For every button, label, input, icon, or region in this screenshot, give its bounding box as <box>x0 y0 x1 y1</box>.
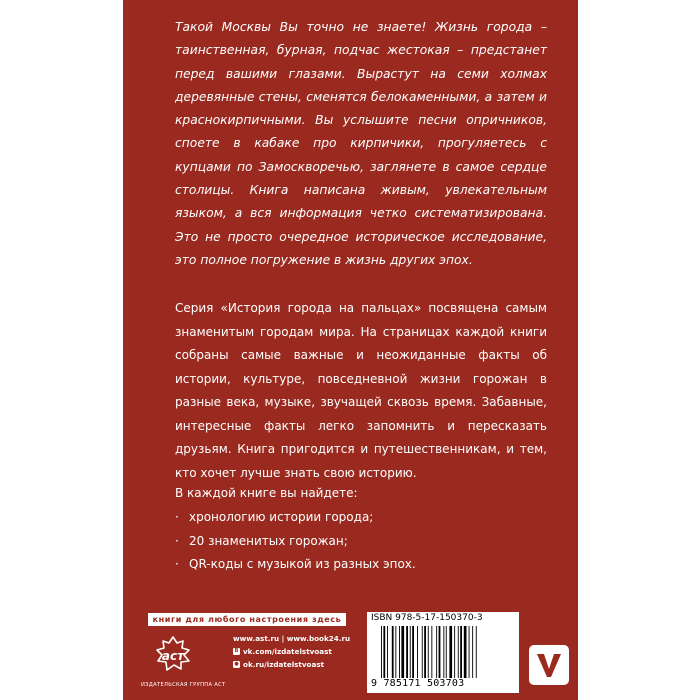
barcode-bar <box>422 626 423 678</box>
barcode-bar <box>472 626 473 678</box>
feature-text: 20 знаменитых горожан; <box>189 533 348 548</box>
publisher-links <box>233 632 350 671</box>
barcode-bar <box>476 626 477 678</box>
barcode-bar <box>464 626 467 678</box>
barcode-bar <box>387 626 388 678</box>
list-item <box>175 553 416 577</box>
feature-text: QR-коды с музыкой из разных эпох. <box>189 557 416 571</box>
barcode-bar <box>401 626 404 678</box>
barcode-bar <box>469 626 470 678</box>
barcode-bar <box>410 626 411 678</box>
ast-logo-icon <box>151 633 195 681</box>
barcode-box <box>367 612 519 693</box>
barcode-bar <box>460 626 462 678</box>
list-item <box>175 530 416 554</box>
web-links[interactable] <box>233 632 350 645</box>
barcode-bar <box>392 626 394 678</box>
features-list <box>175 506 416 577</box>
isbn-text: ISBN 978-5-17-150370-3 <box>371 613 483 623</box>
barcode-bar <box>449 626 452 678</box>
barcode-bar <box>458 626 459 678</box>
web-links-text[interactable]: www.ast.ru | www.book24.ru <box>233 634 351 643</box>
barcode-bar <box>395 626 396 678</box>
barcode-bar <box>412 626 414 678</box>
barcode-bar <box>399 626 400 678</box>
ok-link[interactable] <box>233 658 350 671</box>
book-blurb: Такой Москвы Вы точно не знаете! Жизнь города – таинственная, бурная, подчас жестокая – предстанет перед вашими глазами. Вырастут на семи холмах деревянные стены, сменятся белокаменными, а затем и краснокирпичными. Вы услышите песни опричников, споете в кабаке про кирпичики, прогуляетесь с купцами по Замоскворечью, заглянете в самое сердце столицы. Книга написана живым, увлекательным языком, а вся информация четко систематизирована. Это не просто очередное историческое исследование, это полное погружение в жизнь других эпох. <box>175 20 547 267</box>
back-cover <box>123 0 578 700</box>
publisher-name: ИЗДАТЕЛЬСКАЯ ГРУППА АСТ <box>141 682 226 688</box>
barcode-bar <box>454 626 455 678</box>
barcode-bar <box>381 626 382 678</box>
bullet-icon: · <box>175 510 179 524</box>
barcode-bar <box>436 626 437 678</box>
vk-link[interactable] <box>233 645 350 658</box>
barcode-bar <box>406 626 408 678</box>
bullet-icon: · <box>175 557 179 571</box>
features-title: В каждой книге вы найдете: <box>175 486 358 500</box>
barcode-digits: 9 785171 503703 <box>371 678 465 689</box>
barcode-bar <box>443 626 444 678</box>
barcode-bar <box>431 626 432 678</box>
barcode-bar <box>383 626 385 678</box>
ok-icon: ● <box>234 661 239 667</box>
vk-link-text[interactable]: vk.com/izdatelstvoast <box>243 647 332 656</box>
logo-text: аст <box>161 649 185 663</box>
barcode-bars <box>381 626 513 678</box>
vk-icon: B <box>234 648 239 654</box>
barcode-bar <box>446 626 447 678</box>
series-description: Серия «История города на пальцах» посвящена самым знаменитым городам мира. На страницах каждой книги собраны самые важные и неожиданные факты об истории, культуре, повседневной жизни горожан в разные века, музыке, звучащей сквозь время. Забавные, интересные факты легко запомнить и пересказать друзьям. Книга пригодится и путешественникам, и тем, кто хочет лучше знать свою историю. <box>175 301 547 480</box>
barcode-bar <box>417 626 418 678</box>
ok-link-text[interactable]: ok.ru/izdatelstvoast <box>243 660 325 669</box>
slogan-bar: книги для любого настроения здесь <box>148 613 346 626</box>
barcode-bar <box>439 626 441 678</box>
barcode-bar <box>428 626 429 678</box>
feature-text: хронологию истории города; <box>189 510 374 524</box>
barcode-bar <box>424 626 426 678</box>
bullet-icon: · <box>175 533 179 548</box>
list-item <box>175 506 416 530</box>
v-logo-icon <box>529 645 569 685</box>
